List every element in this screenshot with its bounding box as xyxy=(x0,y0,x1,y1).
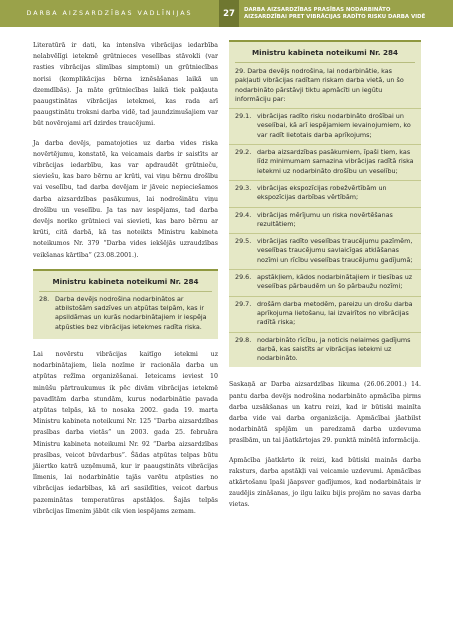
paragraph: Apmācība jāatkārto ik reizi, kad būtiski mainās darba raksturs, darba apstākļi vai veicamie uzdevumi. Apmācības atkārtošanu īpaši jāapsver gadījumos, kad nodarbinātais ir zaudējis zināšanas, jo ilgu laiku bijis projām no savas darba vietas. xyxy=(229,456,421,509)
regulation-item xyxy=(229,233,421,269)
item-text: nodarbināto rīcību, ja noticis nelaimes gadījums darbā, kas saistīts ar vibrācijas ietekmi uz nodarbināto. xyxy=(257,335,411,363)
item-number: 29.1. xyxy=(235,112,252,121)
item-text: vibrācijas mērījumu un riska novērtēšanas rezultātiem; xyxy=(257,210,393,228)
regulation-item xyxy=(229,332,421,368)
item-number: 29.4. xyxy=(235,210,252,219)
paragraph: Literatūrā ir dati, ka intensīva vibrācijas iedarbība nelabvēlīgi ietekmē grūtnieces veselības stāvokli (var rasties vibrācijas slimības simptomi) un grūtniecības norisi (komplikācijas bērna iznēsāšanas laikā un dzemdībās). Ja māte grūtniecības laikā tiek pakļauta paaugstinātas vibrācijas ietekmei, kas rada arī paaugstinātu troksni darba vidē, tad jaundzimušajiem var būt novērojami arī dzirdes traucējumi. xyxy=(33,42,218,128)
header-section-line1: DARBA AIZSARDZĪBAS PRASĪBAS NODARBINĀTO xyxy=(244,6,391,13)
paragraph: Ja darba devējs, pamatojoties uz darba vides riska novērtējumu, konstatē, ka veicamais darbs ir saistīts ar vibrācijas iedarbību, kas var apdraudēt grūtnieču, sieviešu, kas baro bērnu ar krūti, vai viņu bērnu drošību vai veselību, tad darba devējam ir jāveic nepieciešamos darba aizsardzības pasākumus, lai nodrošinātu viņu drošību un veselību. Ja tas nav iespējams, tad darba devējs noriko grūtnieci vai sievieti, kas baro bērnu ar krūti, citā darbā, kā tas noteikts Ministru kabineta noteikumos Nr. 379 “Darba vides iekšējās uzraudzības veikšanas kārtība” (23.08.2001.). xyxy=(33,139,218,259)
regulation-title: Ministru kabineta noteikumi Nr. 284 xyxy=(235,42,415,63)
regulation-item xyxy=(229,180,421,207)
regulation-item xyxy=(229,108,421,144)
header-title: DARBA AIZSARDZĪBAS VADLĪNIJAS xyxy=(26,10,193,17)
regulation-item xyxy=(229,144,421,180)
header-section-title xyxy=(244,7,425,21)
item-number: 29.7. xyxy=(235,299,252,308)
right-column xyxy=(229,40,421,519)
regulation-title: Ministru kabineta noteikumi Nr. 284 xyxy=(39,271,212,292)
left-column xyxy=(33,40,218,525)
paragraph: Lai novērstu vibrācijas kaitīgo ietekmi uz nodarbinātajiem, liela nozīme ir racionāla darba un atpūtas režīma organizēšanai. Ieteicams ieviest 10 minūšu pārtraukumus ik pēc divām vibrācijas ietekmē pavadītām darba stundām, kurus nodarbinātie pavada atpūtas telpās, kā to nosaka 2002. gada 19. marta Ministru kabineta noteikumi Nr. 125 “Darba aizsardzības prasības darba vietās” un 2003. gada 25. februāra Ministru kabineta noteikumi Nr. 92 “Darba aizsardzības prasības, veicot būvdarbus”. Šādas atpūtas telpas būtu jāiertko katrā uzņēmumā, kur ir paaugstināts vibrācijas līmenis, lai nodarbinātie tajās varētu atpūsties no vibrācijas iedarbības, kā arī sasildīties, veicot darbus pazeminātas temperatūras apstākļos. Šajās telpās vibrācijas līmenim jābūt cik vien iespējams zemam. xyxy=(33,351,218,515)
item-text: vibrācijas ekspozīcijas robežvērtībām un ekspozīcijas darbības vērtībām; xyxy=(257,183,387,202)
paragraph: Saskaņā ar Darba aizsardzības likuma (26.06.2001.) 14. pantu darba devējs nodrošina nodarbināto apmācība pirms darba uzsākšanas un katru reizi, kad ir būtiski mainīta darba vide vai darba organizācija. Apmācībai jāatbilst nodarbinātā spējām un paredzamā darba uzdevuma prasībām, un tai jāatkārtojas 29. punktā minētā informācija. xyxy=(229,381,421,445)
item-number: 29.3. xyxy=(235,183,252,192)
item-number: 29.2. xyxy=(235,148,252,157)
regulation-box xyxy=(33,269,218,339)
regulation-item xyxy=(229,207,421,234)
page-number: 27 xyxy=(219,0,239,27)
regulation-intro: 29. Darba devējs nodrošina, lai nodarbinātie, kas pakļauti vibrācijas radītam riskam darba vietā, un šo nodarbināto pārstāvji tiktu apmācīti un iegūtu informāciju par: xyxy=(235,67,404,103)
item-text: vibrācijas radīto risku nodarbināto drošībai un veselībai, kā arī iespējamiem ievainojumiem, ko var radīt lietotais darba aprīkojums; xyxy=(257,112,411,139)
item-text: darba aizsardzības pasākumiem, īpaši tiem, kas līdz minimumam samazina vibrācijas radītā riska ietekmi uz nodarbināto drošību un veselību; xyxy=(257,148,414,175)
page-header xyxy=(0,0,453,27)
regulation-box xyxy=(229,40,421,367)
item-text: vibrācijas radīto veselības traucējumu pazīmēm, veselības traucējumu savlaicīgas atklāšanas nozīmi un rīcību veselības traucējumu gadījumā; xyxy=(257,237,413,264)
item-text: drošām darba metodēm, pareizu un drošu darba aprīkojuma lietošanu, lai izvairītos no vibrācijas radītā riska; xyxy=(257,299,413,327)
item-number: 29.8. xyxy=(235,335,252,344)
item-text: Darba devējs nodrošina nodarbinātos ar atbilstošām sadzīves un atpūtas telpām, kas ir apsildāmas un kurās nodarbinātajiem ir iespēja atpūsties bez vibrācijas ietekmes radīta riska. xyxy=(55,294,207,331)
regulation-item xyxy=(229,296,421,332)
regulation-item xyxy=(229,269,421,296)
header-section-line2: AIZSARDZĪBAI PRET VIBRĀCIJAS RADĪTO RISKU DARBA VIDĒ xyxy=(244,13,426,20)
item-number: 28. xyxy=(39,294,50,303)
item-number: 29.5. xyxy=(235,237,252,246)
item-number: 29.6. xyxy=(235,273,252,282)
regulation-item xyxy=(33,292,218,336)
item-text: apstākļiem, kādos nodarbinātajiem ir tiesības uz veselības pārbaudēm un šo pārbaužu nozīmi; xyxy=(257,273,413,291)
